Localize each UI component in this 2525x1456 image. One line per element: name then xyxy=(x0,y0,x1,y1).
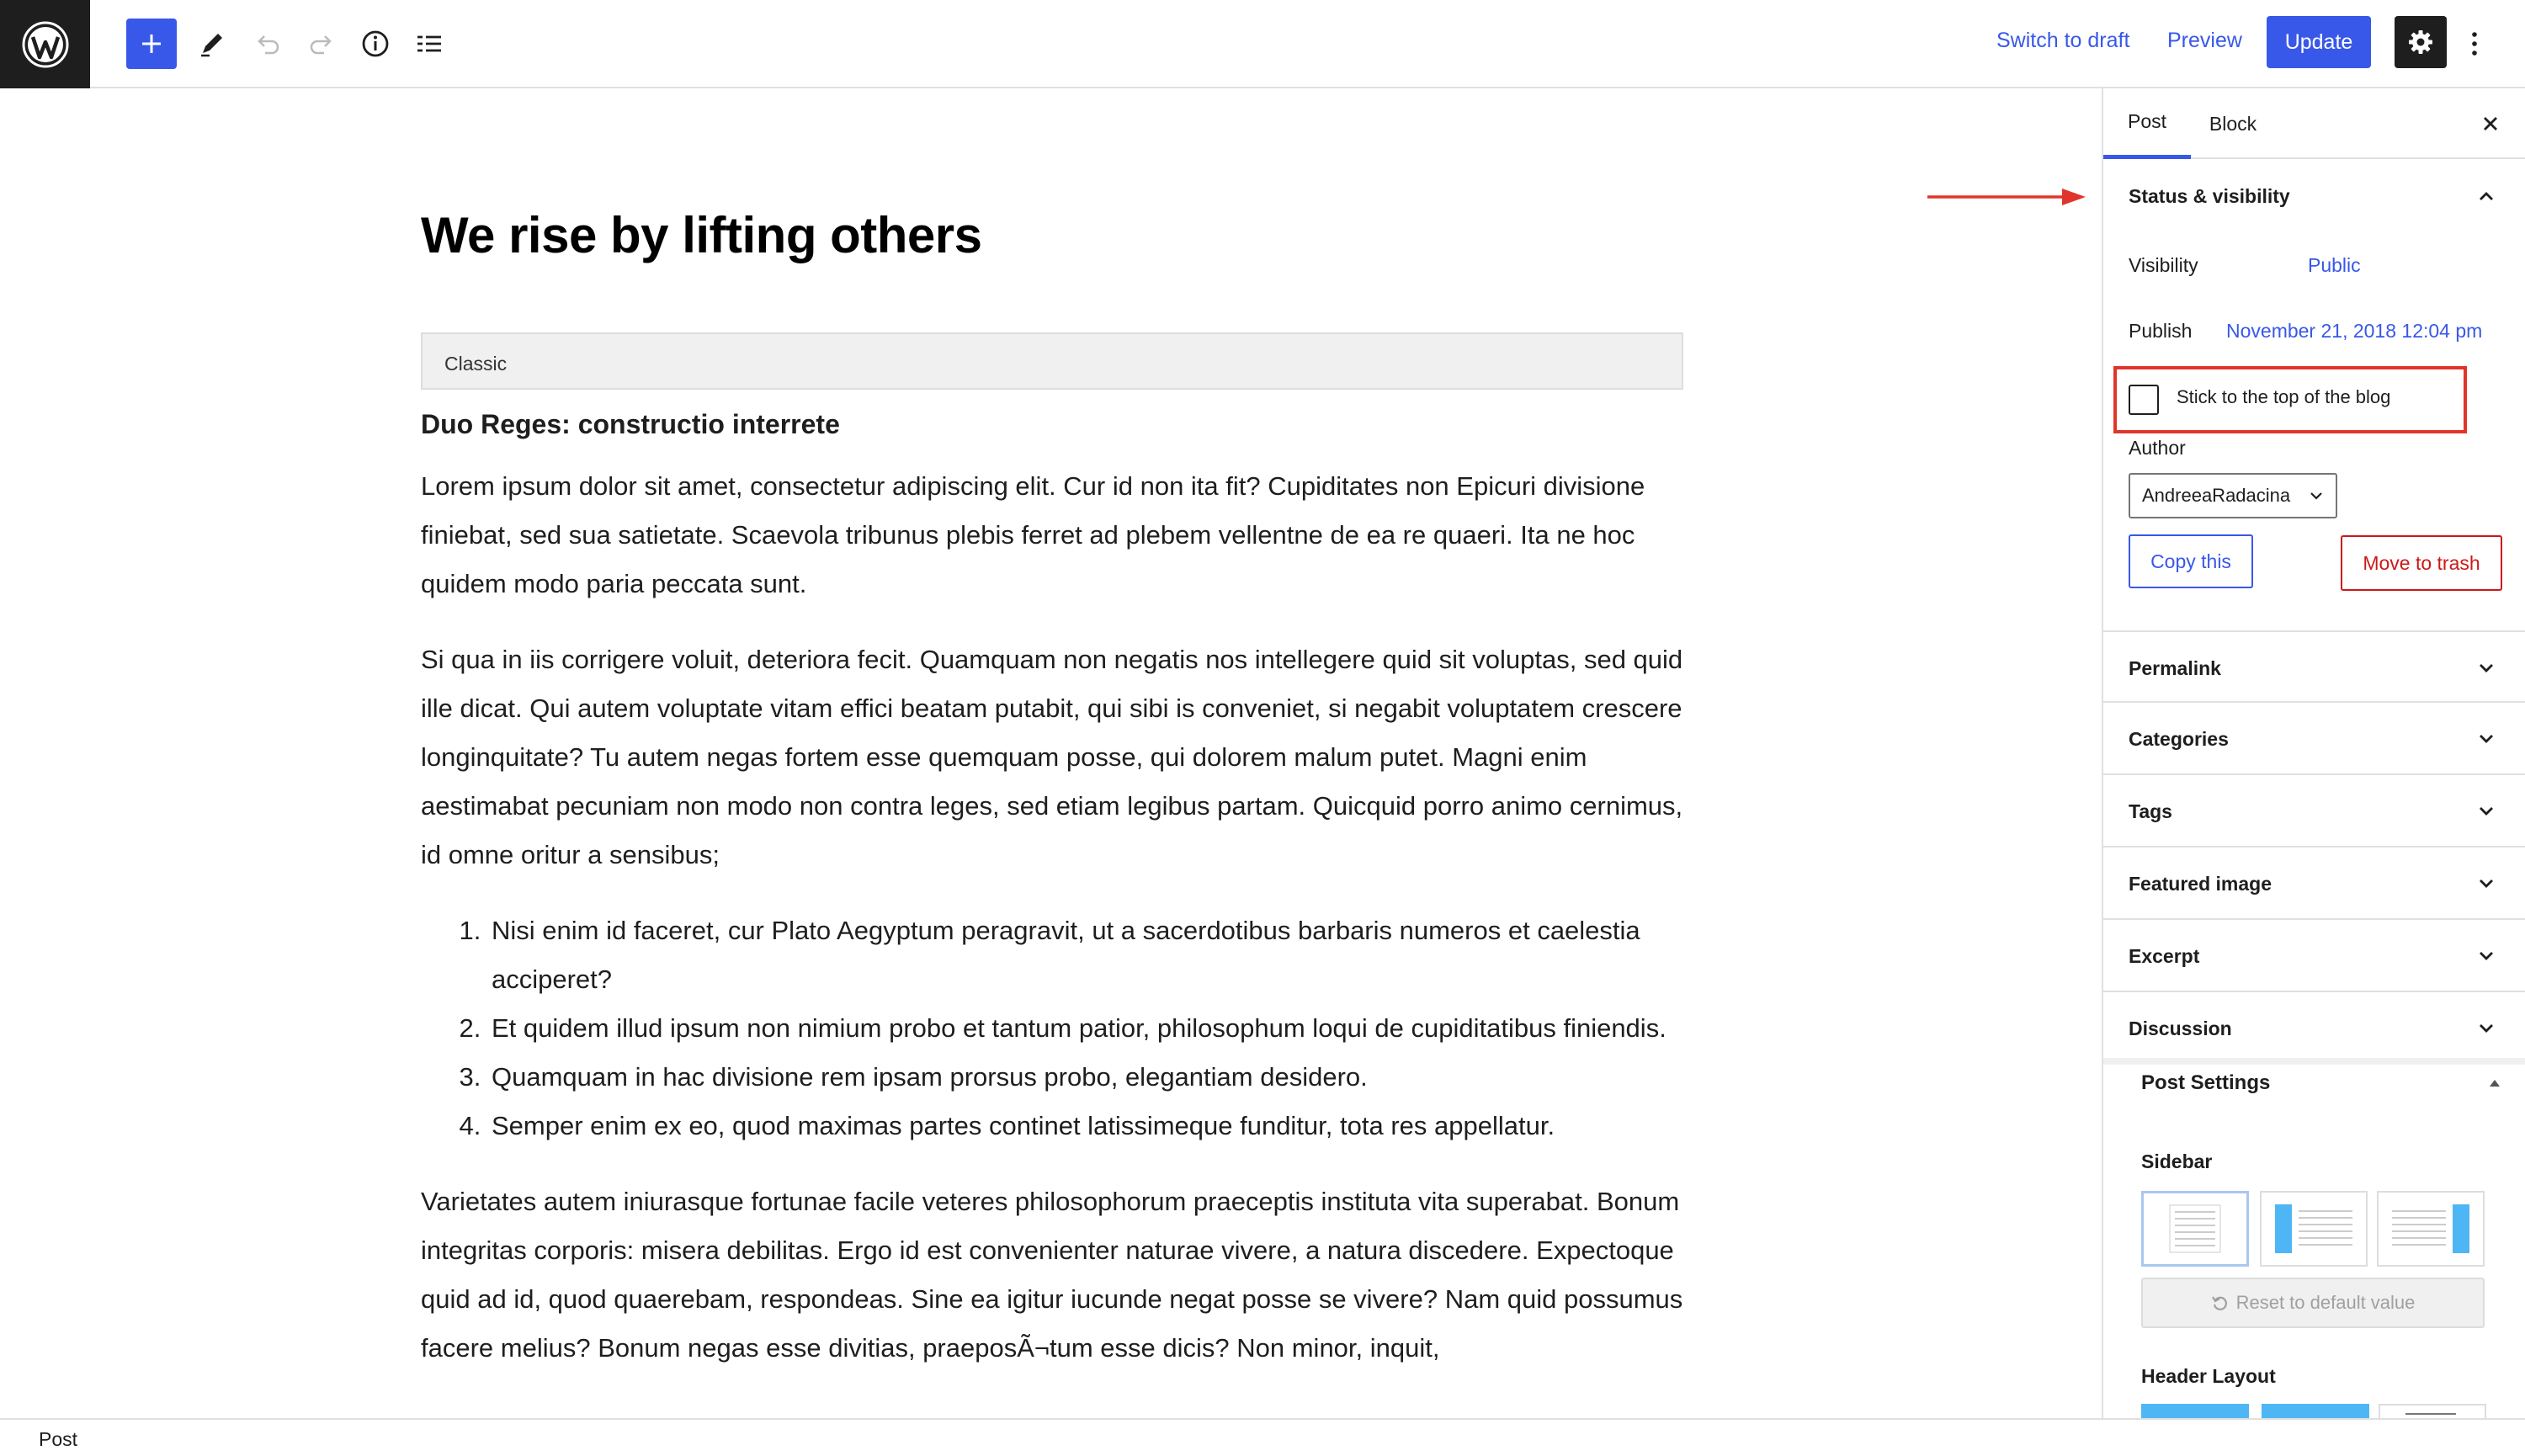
switch-to-draft-button[interactable]: Switch to draft xyxy=(1996,29,2130,52)
author-select-value: AndreeaRadacina xyxy=(2142,485,2291,506)
chevron-down-icon xyxy=(2474,726,2499,752)
panel-tags[interactable] xyxy=(2103,775,2525,848)
list-item[interactable]: 1. Nisi enim id faceret, cur Plato Aegyptum peragravit, ut a sacerdotibus barbaris numeros et caelestia acciperet? xyxy=(488,906,1692,1004)
panel-title: Excerpt xyxy=(2129,945,2200,967)
list-view-button[interactable] xyxy=(404,19,454,69)
breadcrumb-post[interactable]: Post xyxy=(39,1428,78,1450)
stick-to-top-label[interactable]: Stick to the top of the blog xyxy=(2177,386,2391,407)
block-breadcrumb-bar xyxy=(0,1418,2525,1456)
add-icon xyxy=(141,33,162,55)
author-select[interactable] xyxy=(2129,473,2337,518)
tab-block[interactable]: Block xyxy=(2209,112,2257,135)
tab-post[interactable]: Post xyxy=(2103,88,2191,159)
sidebar-layout-label: Sidebar xyxy=(2141,1150,2213,1172)
more-options-button[interactable] xyxy=(2462,19,2487,69)
panel-title: Permalink xyxy=(2129,657,2221,679)
post-content[interactable] xyxy=(421,400,1692,1400)
redo-button[interactable] xyxy=(296,19,347,69)
move-to-trash-button[interactable]: Move to trash xyxy=(2341,535,2502,591)
content-paragraph[interactable]: Si qua in iis corrigere voluit, deteriora fecit. Quamquam non negatis nos intellegere quid sit voluptas, sed quid ille dicat. Qui autem voluptate vitam effici beatam putabit, qui sibi is conveniet, si negabit voluptatem crescere longinquitate? Tu autem negas fortem esse quemquam posse, qui dolorem malum putet. Magni enim aestimabat pecuniam non modo non contra leges, sed etiam legibus partam. Quicquid porro animo cernimus, id omne oritur a sensibus; xyxy=(421,645,1683,869)
chevron-down-icon xyxy=(2307,486,2326,505)
author-label: Author xyxy=(2129,437,2186,459)
close-icon xyxy=(2482,115,2499,132)
list-item[interactable]: 4. Semper enim ex eo, quod maximas partes continet latissimeque funditur, tota res appellatur. xyxy=(488,1102,1692,1150)
chevron-down-icon xyxy=(2474,656,2499,681)
visibility-label: Visibility xyxy=(2129,254,2198,276)
sidebar-tabs xyxy=(2103,88,2525,159)
post-title[interactable]: We rise by lifting others xyxy=(421,207,982,263)
list-item[interactable]: 2. Et quidem illud ipsum non nimium probo et tantum patior, philosophum loqui de cupiditatibus finiendis. xyxy=(488,1004,1692,1053)
edit-icon xyxy=(198,29,226,58)
content-paragraph[interactable]: Lorem ipsum dolor sit amet, consectetur adipiscing elit. Cur id non ita fit? Cupiditates non Epicuri divisione finiebat, sed sua satietate. Scaevola tribunus plebis ferret ad plebem vellentne de ea re quaeri. Ita ne hoc quidem modo paria peccata sunt. xyxy=(421,471,1645,598)
visibility-value-link[interactable]: Public xyxy=(2308,254,2361,276)
wordpress-logo-icon xyxy=(21,20,70,69)
redo-icon xyxy=(307,29,336,58)
layout-left-sidebar-option[interactable] xyxy=(2260,1191,2368,1267)
undo-icon xyxy=(253,29,282,58)
stick-to-top-checkbox[interactable] xyxy=(2129,385,2159,415)
panel-discussion[interactable] xyxy=(2103,992,2525,1065)
chevron-down-icon xyxy=(2474,799,2499,824)
layout-left-sidebar-icon xyxy=(2262,1193,2366,1265)
panel-permalink[interactable] xyxy=(2103,630,2525,703)
post-settings-title[interactable]: Post Settings xyxy=(2141,1071,2271,1094)
details-button[interactable] xyxy=(350,19,401,69)
update-button[interactable]: Update xyxy=(2267,16,2371,68)
wordpress-logo[interactable] xyxy=(0,0,90,88)
panel-title-status-visibility[interactable]: Status & visibility xyxy=(2129,185,2290,207)
layout-no-sidebar-option[interactable] xyxy=(2141,1191,2249,1267)
panel-title: Categories xyxy=(2129,728,2229,750)
list-view-icon xyxy=(414,29,444,59)
chevron-down-icon xyxy=(2474,871,2499,896)
reset-to-default-button[interactable] xyxy=(2141,1278,2485,1328)
content-heading[interactable]: Duo Reges: constructio interrete xyxy=(421,409,840,439)
layout-no-sidebar-icon xyxy=(2144,1193,2246,1264)
layout-right-sidebar-icon xyxy=(2379,1193,2483,1265)
undo-button[interactable] xyxy=(242,19,293,69)
panel-excerpt[interactable] xyxy=(2103,920,2525,992)
annotation-arrow-icon xyxy=(1927,187,2087,207)
editor-toolbar xyxy=(0,0,2525,88)
list-item[interactable]: 3. Quamquam in hac divisione rem ipsam prorsus probo, elegantiam desidero. xyxy=(488,1053,1692,1102)
chevron-up-icon[interactable] xyxy=(2474,183,2499,209)
classic-block-toolbar[interactable]: Classic xyxy=(421,332,1683,390)
panel-title: Discussion xyxy=(2129,1018,2232,1039)
chevron-down-icon xyxy=(2474,1016,2499,1041)
caret-up-icon[interactable] xyxy=(2486,1075,2503,1092)
reset-button-label: Reset to default value xyxy=(2235,1292,2416,1313)
panel-featured-image[interactable] xyxy=(2103,848,2525,920)
panel-title: Tags xyxy=(2129,800,2172,822)
close-sidebar-button[interactable] xyxy=(2474,107,2507,141)
panel-title: Featured image xyxy=(2129,873,2272,895)
edit-tools-button[interactable] xyxy=(187,19,237,69)
content-paragraph[interactable]: Varietates autem iniurasque fortunae facile veteres philosophorum praeceptis instituta vita superabat. Bonum integritas corporis: misera debilitas. Ergo id est convenienter naturae vivere, a natura discedere. Expectoque quid ad id, quod quaerebam, respondeas. Sine ea igitur iucunde negat posse se vivere? Nam quid possumus facere melius? Bonum negas esse divitias, praeposÃ¬tum esse dicis? Non minor, inquit, xyxy=(421,1187,1683,1363)
reset-icon xyxy=(2211,1294,2230,1312)
settings-sidebar xyxy=(2102,88,2525,1418)
layout-right-sidebar-option[interactable] xyxy=(2377,1191,2485,1267)
preview-button[interactable]: Preview xyxy=(2167,29,2242,52)
settings-button[interactable] xyxy=(2395,16,2447,68)
more-vertical-icon xyxy=(2471,31,2478,56)
gear-icon xyxy=(2407,29,2434,56)
panel-categories[interactable] xyxy=(2103,703,2525,775)
publish-date-link[interactable]: November 21, 2018 12:04 pm xyxy=(2226,320,2483,342)
content-ordered-list[interactable] xyxy=(488,906,1692,1150)
chevron-down-icon xyxy=(2474,943,2499,969)
header-layout-label: Header Layout xyxy=(2141,1365,2276,1387)
publish-label: Publish xyxy=(2129,320,2193,342)
info-icon xyxy=(360,29,391,59)
copy-post-button[interactable]: Copy this xyxy=(2129,534,2253,588)
editor-canvas xyxy=(0,88,2102,1418)
add-block-button[interactable] xyxy=(126,19,177,69)
